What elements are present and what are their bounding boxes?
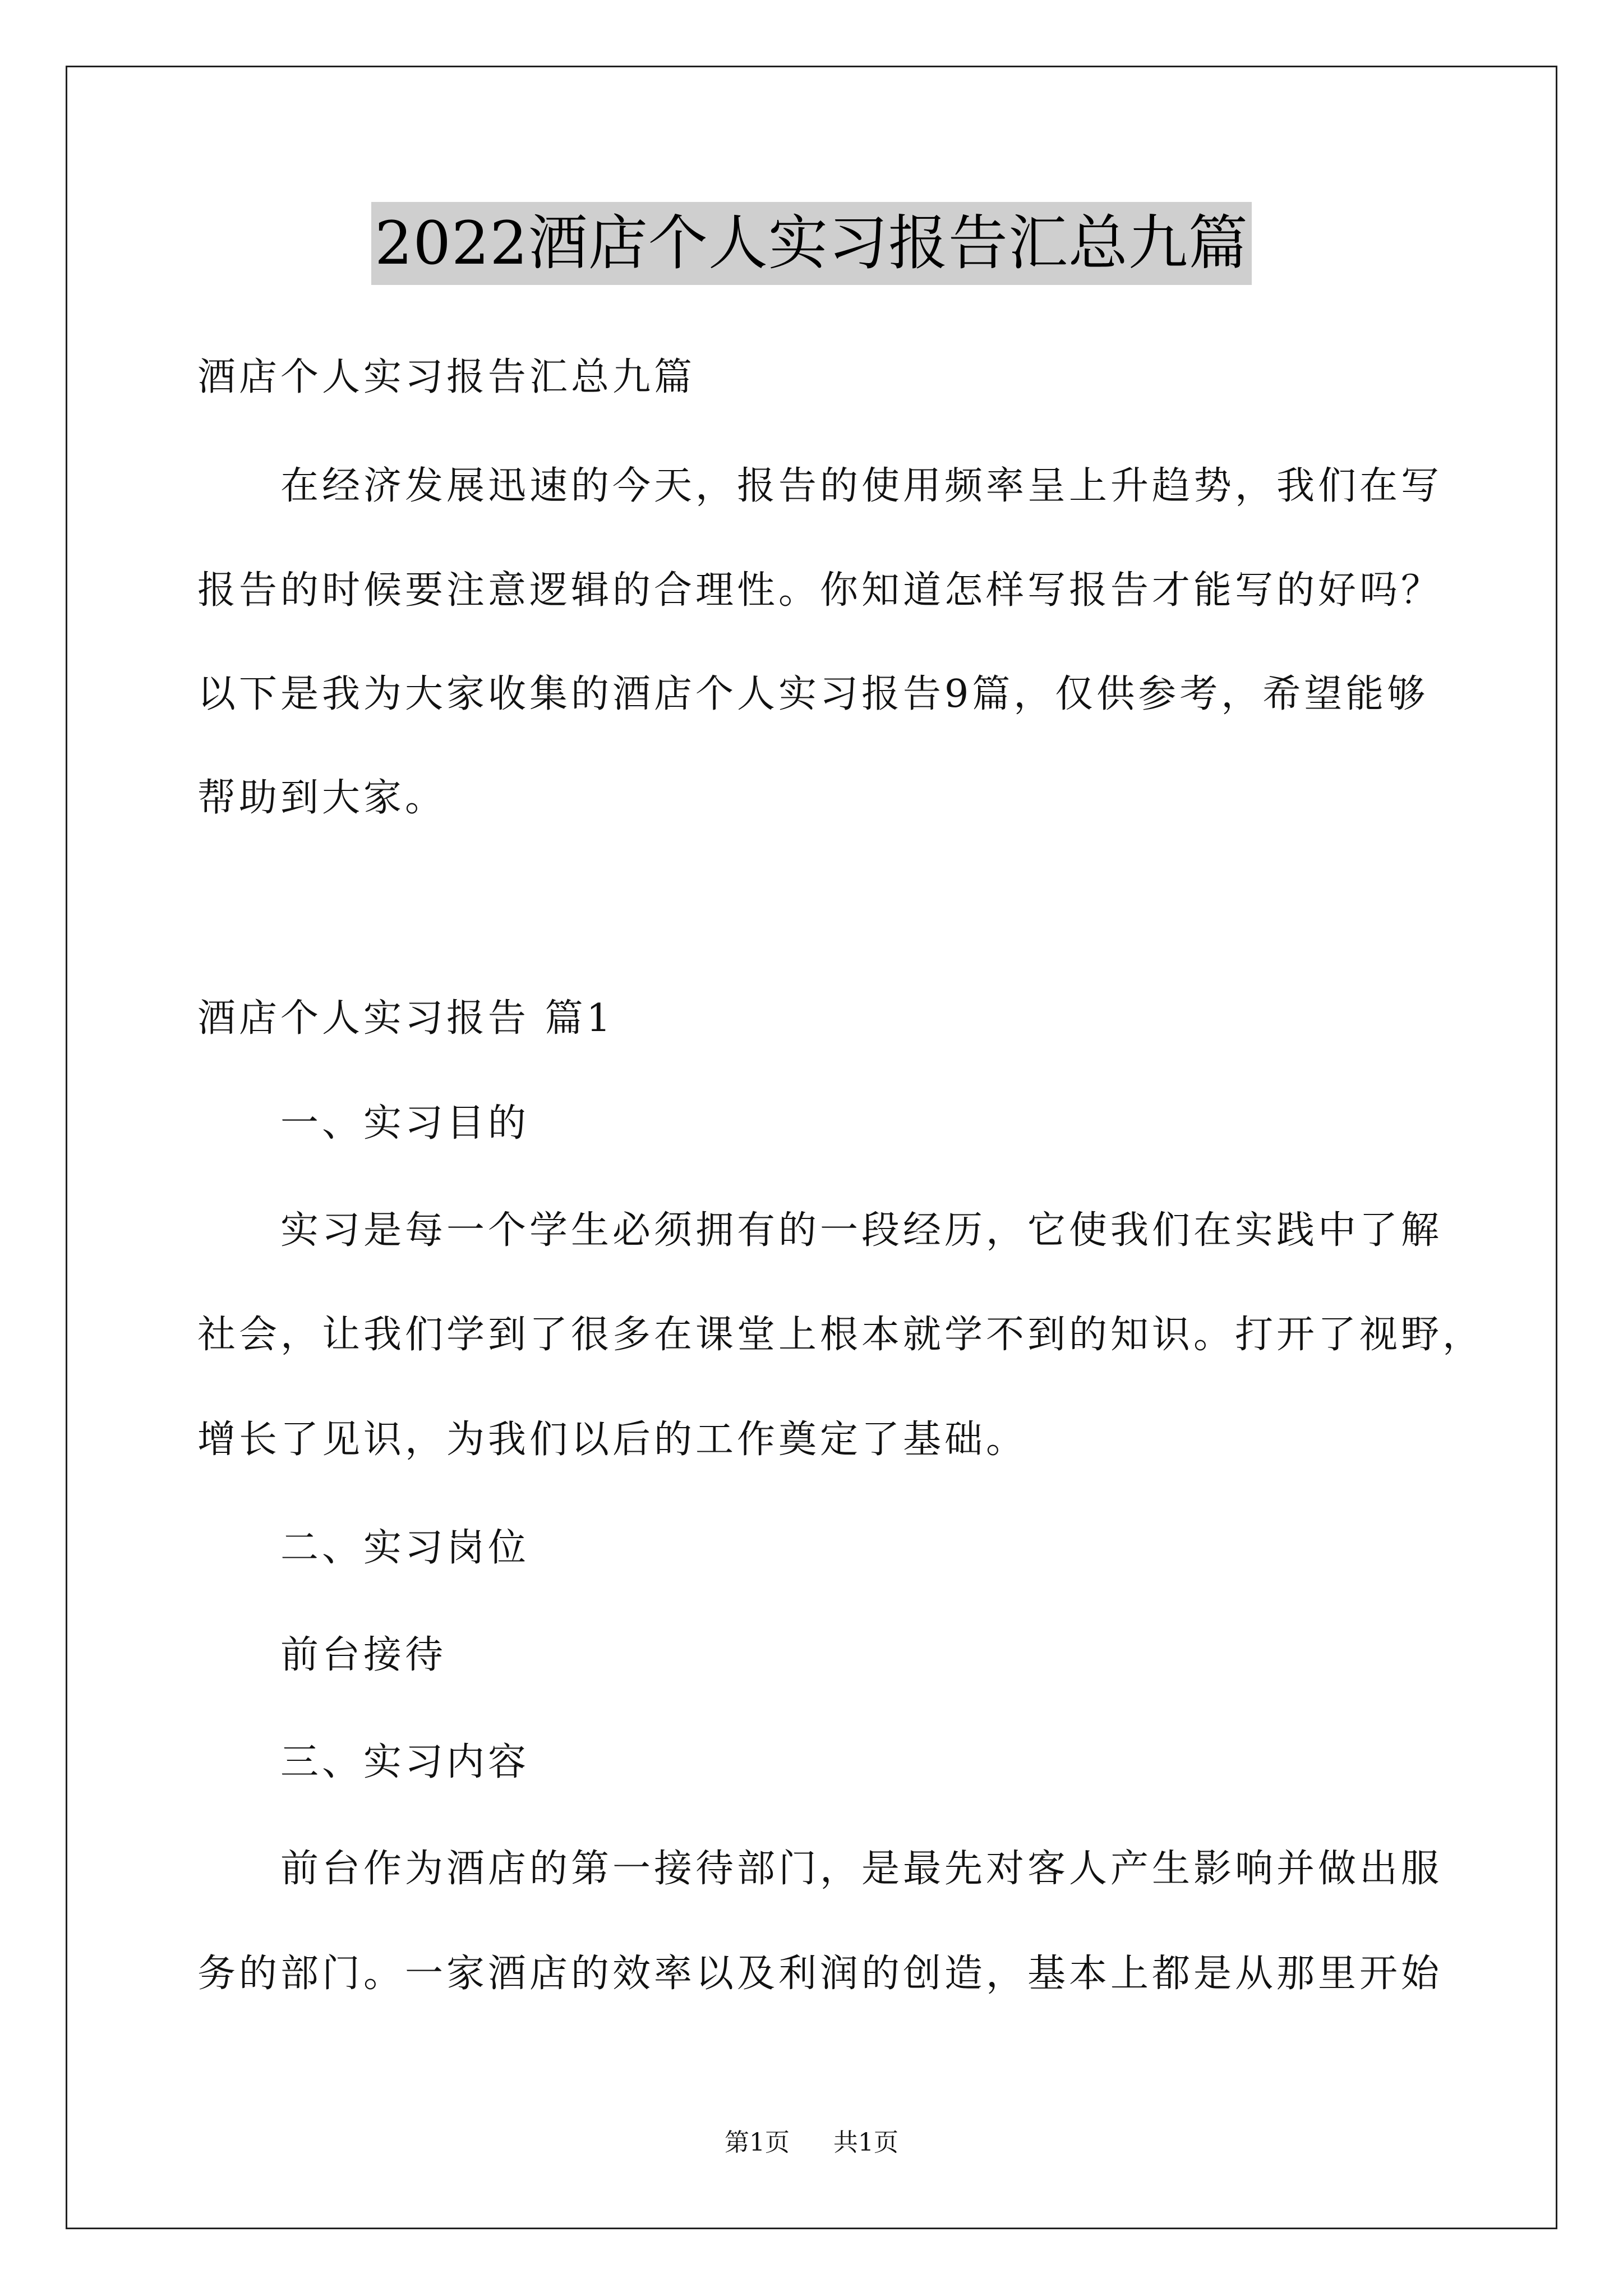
paragraph-line: 帮助到大家。 xyxy=(197,776,447,820)
title-container xyxy=(0,202,1623,285)
subheading: 三、实习内容 xyxy=(280,1740,530,1784)
page-number: 第1页 xyxy=(725,2128,790,2157)
page-footer xyxy=(0,2126,1623,2160)
paragraph-line: 在经济发展迅速的今天，报告的使用频率呈上升趋势，我们在写 xyxy=(280,464,1443,508)
document-title: 2022酒店个人实习报告汇总九篇 xyxy=(371,202,1252,285)
paragraph-line: 前台作为酒店的第一接待部门，是最先对客人产生影响并做出服 xyxy=(280,1847,1443,1891)
subheading: 一、实习目的 xyxy=(280,1101,530,1145)
paragraph-line: 报告的时候要注意逻辑的合理性。你知道怎样写报告才能写的好吗？ xyxy=(197,568,1443,613)
paragraph-line: 前台接待 xyxy=(280,1633,447,1677)
paragraph-line: 实习是每一个学生必须拥有的一段经历，它使我们在实践中了解 xyxy=(280,1208,1443,1253)
total-pages: 共1页 xyxy=(833,2128,898,2157)
paragraph-line: 增长了见识，为我们以后的工作奠定了基础。 xyxy=(197,1418,1028,1462)
subheading: 二、实习岗位 xyxy=(280,1526,530,1570)
section-heading: 酒店个人实习报告 篇1 xyxy=(197,996,614,1041)
paragraph-line: 社会，让我们学到了很多在课堂上根本就学不到的知识。打开了视野， xyxy=(197,1313,1484,1357)
subtitle-line: 酒店个人实习报告汇总九篇 xyxy=(197,355,696,399)
paragraph-line: 务的部门。一家酒店的效率以及利润的创造，基本上都是从那里开始 xyxy=(197,1952,1443,1996)
paragraph-line: 以下是我为大家收集的酒店个人实习报告9篇，仅供参考，希望能够 xyxy=(197,672,1429,716)
